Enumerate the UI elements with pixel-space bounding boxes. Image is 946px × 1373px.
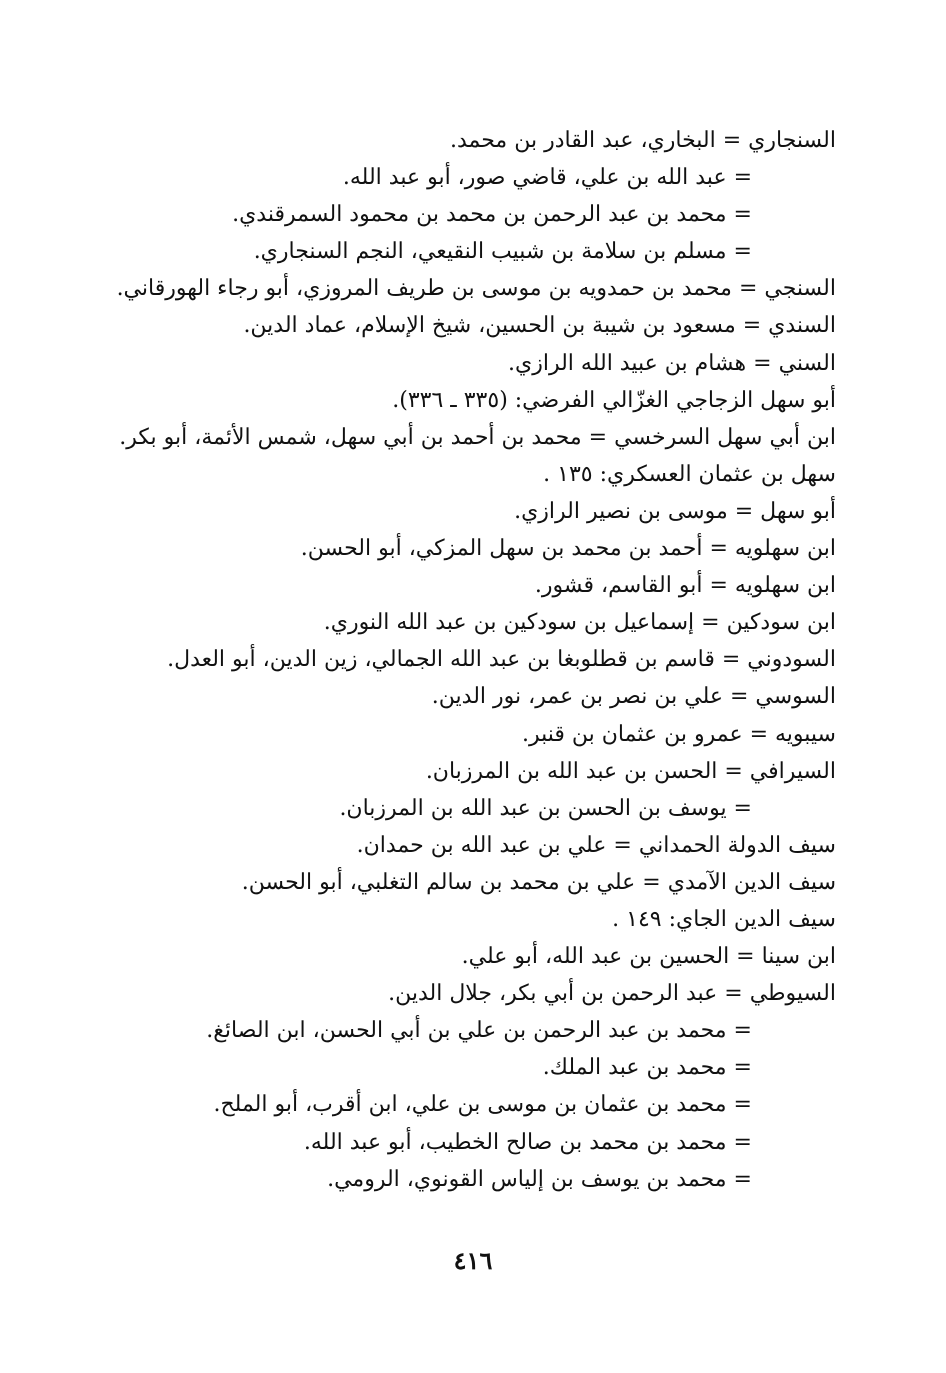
index-entry: ابن سودكين = إسماعيل بن سودكين بن عبد الله النوري. bbox=[323, 610, 836, 636]
index-entry: السيرافي = الحسن بن عبد الله بن المرزبان. bbox=[425, 758, 836, 784]
index-entry: ابن أبي سهل السرخسي = محمد بن أحمد بن أبي سهل، شمس الأئمة، أبو بكر. bbox=[119, 424, 836, 450]
index-entry: سيف الدين الجاي: ١٤٩ . bbox=[612, 906, 836, 932]
index-subentry: = محمد بن عثمان بن موسى بن علي، ابن أقرب، أبو الملح. bbox=[213, 1092, 752, 1118]
index-entry: سهل بن عثمان العسكري: ١٣٥ . bbox=[543, 461, 836, 487]
index-entry: السنجي = محمد بن حمدويه بن موسى بن طريف المروزي، أبو رجاء الهورقاني. bbox=[116, 276, 836, 302]
index-entry: السني = هشام بن عبيد الله الرازي. bbox=[508, 350, 836, 376]
index-entry: ابن سهلويه = أبو القاسم، قشور. bbox=[534, 573, 836, 599]
index-entry: السندي = مسعود بن شيبة بن الحسين، شيخ الإسلام، عماد الدين. bbox=[243, 313, 836, 339]
index-entry: السنجاري = البخاري، عبد القادر بن محمد. bbox=[449, 128, 836, 153]
index-subentry: = عبد الله بن علي، قاضي صور، أبو عبد الله. bbox=[342, 165, 752, 191]
index-entries bbox=[96, 122, 836, 1198]
index-subentry: = محمد بن عبد الملك. bbox=[542, 1055, 752, 1081]
index-entry: أبو سهل الزجاجي الغزّالي الفرضي: (٣٣٥ ـ ٣٣٦). bbox=[392, 387, 836, 413]
index-subentry: = محمد بن عبد الرحمن بن محمد بن محمود السمرقندي. bbox=[232, 202, 752, 228]
index-entry: أبو سهل = موسى بن نصير الرازي. bbox=[514, 498, 836, 524]
index-subentry: = محمد بن عبد الرحمن بن علي بن أبي الحسن، ابن الصائغ. bbox=[206, 1018, 752, 1044]
index-subentry: = محمد بن محمد بن صالح الخطيب، أبو عبد الله. bbox=[303, 1129, 752, 1155]
index-entry: السوسي = علي بن نصر بن عمر، نور الدين. bbox=[431, 684, 836, 710]
index-subentry: = مسلم بن سلامة بن شبيب النقيعي، النجم السنجاري. bbox=[253, 239, 752, 265]
index-entry: ابن سينا = الحسين بن عبد الله، أبو علي. bbox=[461, 944, 836, 970]
index-subentry: = محمد بن يوسف بن إلياس القونوي، الرومي. bbox=[327, 1166, 752, 1192]
index-entry: السودوني = قاسم بن قطلوبغا بن عبد الله الجمالي، زين الدين، أبو العدل. bbox=[167, 647, 836, 673]
index-entry: ابن سهلويه = أحمد بن محمد بن سهل المزكي، أبو الحسن. bbox=[300, 536, 836, 562]
index-entry: سيبويه = عمرو بن عثمان بن قنبر. bbox=[521, 721, 836, 747]
index-entry: سيف الدولة الحمداني = علي بن عبد الله بن حمدان. bbox=[356, 832, 836, 858]
index-entry: السيوطي = عبد الرحمن بن أبي بكر، جلال الدين. bbox=[388, 981, 836, 1007]
index-subentry: = يوسف بن الحسن بن عبد الله بن المرزبان. bbox=[339, 795, 752, 821]
page-number: ٤١٦ bbox=[453, 1246, 493, 1275]
index-entry: سيف الدين الآمدي = علي بن محمد بن سالم التغلبي، أبو الحسن. bbox=[241, 869, 836, 895]
